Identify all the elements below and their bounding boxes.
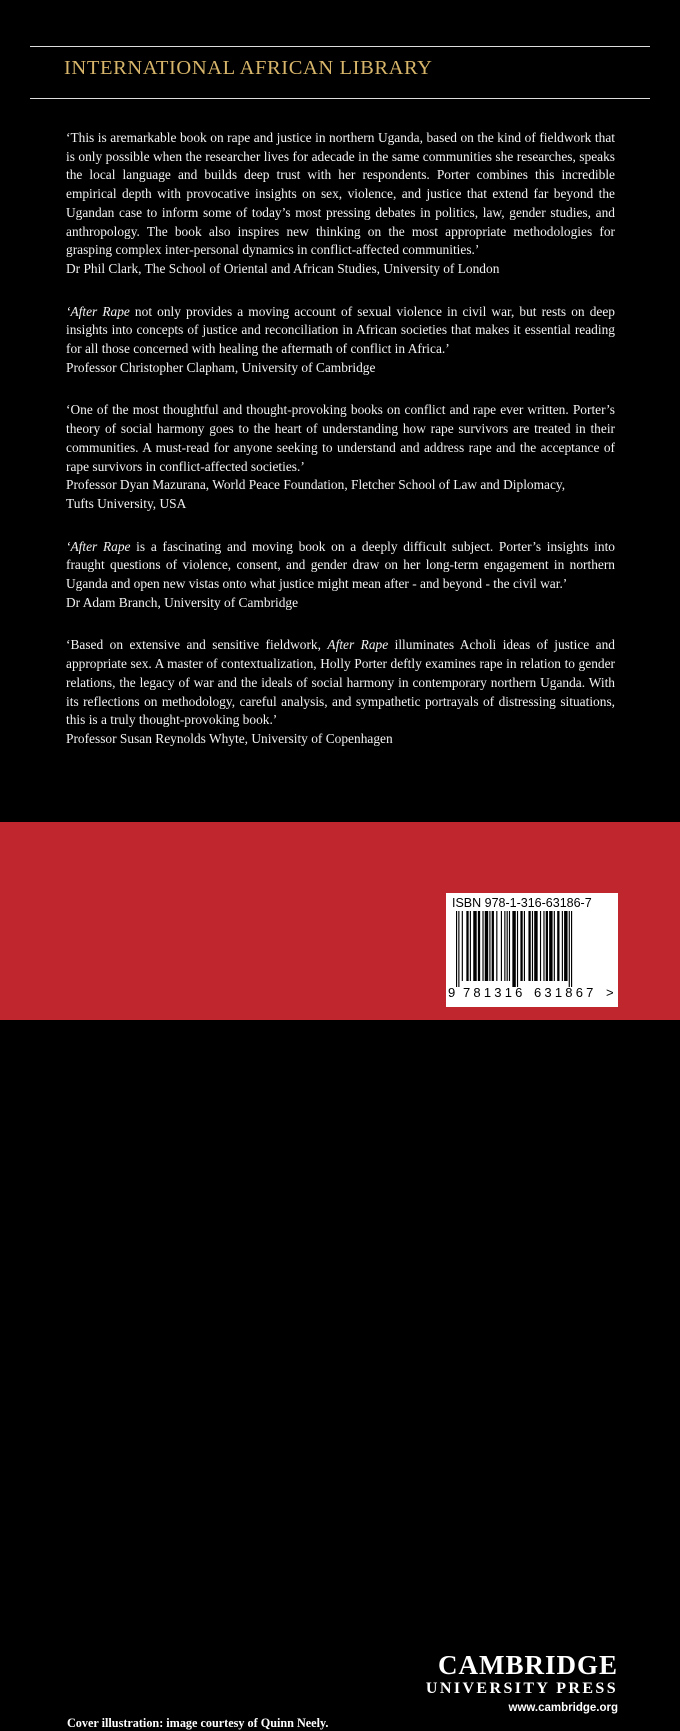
endorsements [66, 129, 615, 773]
barcode-bar [501, 911, 502, 981]
quote-attribution: Professor Christopher Clapham, University of Cambridge [66, 359, 376, 375]
barcode-bar [546, 911, 548, 981]
barcode-digit-group-left: 781316 [463, 985, 526, 1000]
quote-text-part: ‘One of the most thoughtful and thought-provoking books on conflict and rape ever written. Porter’s theory of social harmony goes to the heart of understanding how rape survivors are treated in their communities. A must-read for anyone seeking to understand and address rape and the acceptance of rape survivors in conflict-affected societies.’ [66, 402, 615, 474]
quote-text-part: not only provides a moving account of sexual violence in civil war, but rests on deep insights into concepts of justice and reconciliation in African societies that makes it essential reading for all those concerned with healing the aftermath of conflict in Africa.’ [66, 303, 615, 357]
header-bottom-rule [30, 98, 650, 99]
quote-text [66, 303, 615, 359]
barcode-digit-end: > [606, 985, 614, 1000]
publisher-subtitle: UNIVERSITY PRESS [425, 1680, 618, 1697]
quote-text [66, 636, 615, 730]
publisher-url: www.cambridge.org [508, 1702, 618, 1714]
barcode-digit-group-right: 631867 [534, 985, 597, 1000]
barcode-bar [485, 911, 488, 981]
barcode-bar [507, 911, 508, 981]
header-top-rule [30, 46, 650, 47]
endorsement-quote [66, 303, 615, 378]
barcode-bar [462, 911, 463, 981]
barcode-bar [458, 911, 459, 987]
endorsement-quote [66, 129, 615, 279]
barcode-bar [520, 911, 522, 981]
quote-text-part: ‘This is aremarkable book on rape and justice in northern Uganda, based on the kind of fieldwork that is only possible when the researcher lives for adecade in the same communities she researches, speaks the local language and builds deep trust with her respondents. Porter combines this incredible empirical depth with provocative insights on sex, violence, and justice that extend far beyond the Ugandan case to inform some of today’s most pressing debates in politics, law, gender studies, and anthropology. The book also inspires new thinking on the most appropriate methodologies for grasping complex inter-personal dynamics in conflict-affected communities.’ [66, 130, 615, 258]
barcode-bar [562, 911, 563, 981]
barcode-digit-prefix: 9 [448, 985, 456, 1000]
series-header [0, 0, 680, 99]
barcode-bar [532, 911, 533, 981]
barcode-bar [564, 911, 567, 981]
barcode-bar [509, 911, 510, 981]
barcode-bar [504, 911, 505, 981]
barcode-bar [478, 911, 480, 981]
cover-credit: Cover illustration: image courtesy of Quinn Neely. [67, 1716, 329, 1730]
endorsement-quote [66, 538, 615, 613]
quote-text [66, 401, 615, 476]
barcode-bar [473, 911, 476, 981]
barcode-bar [512, 911, 515, 987]
endorsement-quote [66, 636, 615, 748]
barcode-bar [492, 911, 494, 981]
endorsement-quote [66, 401, 615, 513]
quote-attribution: Dr Adam Branch, University of Cambridge [66, 594, 299, 610]
quote-text [66, 129, 615, 260]
barcode-bars [456, 911, 610, 987]
barcode-bar [554, 911, 555, 981]
barcode-bar [528, 911, 530, 981]
isbn-barcode [446, 893, 618, 1007]
barcode-bar [571, 911, 572, 987]
barcode-bar [496, 911, 497, 981]
barcode-bar [517, 911, 518, 987]
barcode-bar [482, 911, 483, 981]
barcode-bar [549, 911, 552, 981]
barcode-bar [470, 911, 471, 981]
barcode-bar [534, 911, 537, 981]
barcode-bar [557, 911, 559, 981]
publisher-name: CAMBRIDGE [437, 1650, 618, 1680]
quote-text-part: ‘Based on extensive and sensitive fieldwork, [66, 637, 328, 653]
series-title: INTERNATIONAL AFRICAN LIBRARY [64, 57, 433, 79]
quote-text [66, 538, 615, 594]
barcode-bar [524, 911, 525, 981]
publisher-logo [426, 1651, 618, 1715]
quote-attribution: Professor Dyan Mazurana, World Peace Foundation, Fletcher School of Law and Diplomacy, [66, 477, 566, 493]
quote-attribution: Dr Phil Clark, The School of Oriental and African Studies, University of London [66, 260, 500, 276]
isbn-label: ISBN 978-1-316-63186-7 [452, 896, 592, 910]
barcode-bar [489, 911, 490, 981]
quote-text-part: is a fascinating and moving book on a deeply difficult subject. Porter’s insights into fraught questions of violence, consent, and gender draw on her long-term engagement in northern Uganda and open new vistas onto what justice might mean after - and beyond - the civil war.’ [66, 538, 615, 592]
book-title-italic: ‘After Rape [66, 303, 130, 319]
barcode-bar [466, 911, 468, 981]
book-title-italic: ‘After Rape [66, 538, 131, 554]
barcode-bar [543, 911, 544, 981]
barcode-bar [540, 911, 541, 981]
barcode-bar [569, 911, 570, 987]
quote-attribution-line2: Tufts University, USA [66, 495, 187, 511]
quote-attribution: Professor Susan Reynolds Whyte, University of Copenhagen [66, 730, 393, 746]
quote-text-part: illuminates Acholi ideas of justice and appropriate sex. A master of contextualization, Holly Porter deftly examines rape in relation to gender relations, the legacy of war and the ideals of social harmony in contemporary northern Uganda. With its reflections on methodology, careful analysis, and sympathetic portrayals of distressing situations, this is a truly thought-provoking book.’ [66, 637, 615, 728]
book-title-italic: After Rape [327, 637, 389, 653]
publisher-panel [0, 822, 680, 1730]
barcode-bar [456, 911, 457, 987]
